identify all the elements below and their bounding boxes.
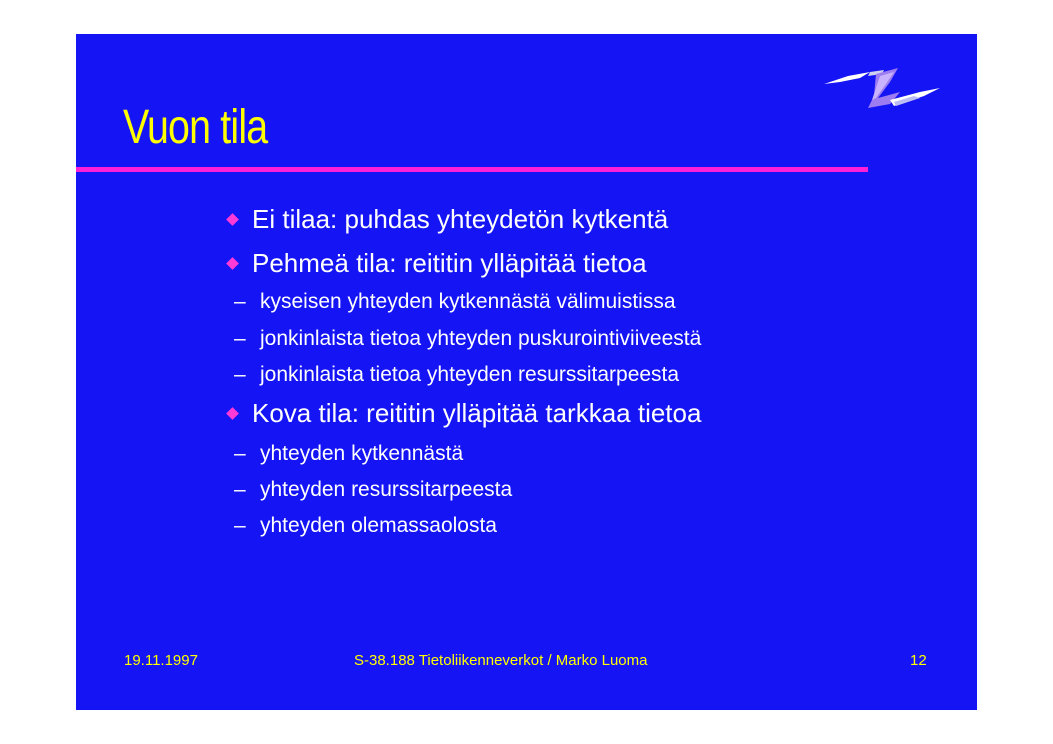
list-item-text: Kova tila: reititin ylläpitää tarkkaa tietoa [252,398,702,428]
dash-marker: – [234,290,246,313]
sub-list-item [234,326,701,352]
sub-list-item-text: jonkinlaista tietoa yhteyden resurssitarpeesta [260,363,680,386]
slide [76,34,977,710]
list-item [222,247,647,279]
slide-title: Vuon tila [123,101,268,154]
sub-list-item-text: yhteyden olemassaolosta [260,514,497,537]
footer-date: 19.11.1997 [124,652,198,669]
sub-list-item-text: yhteyden resurssitarpeesta [260,478,513,501]
dash-marker: – [234,478,246,501]
sub-list-item [234,477,512,503]
sub-list-item [234,441,463,467]
diamond-bullet-icon [226,257,239,270]
sub-list-item-text: yhteyden kytkennästä [260,442,464,465]
dash-marker: – [234,327,246,350]
footer-course: S-38.188 Tietoliikenneverkot / Marko Luoma [354,652,648,669]
dash-marker: – [234,363,246,386]
list-item [222,397,701,429]
dash-marker: – [234,514,246,537]
list-item [222,203,668,235]
diamond-bullet-icon [226,213,239,226]
sub-list-item-text: kyseisen yhteyden kytkennästä välimuistissa [260,290,676,313]
footer-page-number: 12 [910,652,927,669]
dash-marker: – [234,442,246,465]
diamond-bullet-icon [226,407,239,420]
list-item-text: Pehmeä tila: reititin ylläpitää tietoa [252,248,647,278]
sub-list-item [234,362,679,388]
sub-list-item [234,513,497,539]
list-item-text: Ei tilaa: puhdas yhteydetön kytkentä [252,204,669,234]
sub-list-item [234,289,676,315]
sub-list-item-text: jonkinlaista tietoa yhteyden puskurointiviiveestä [260,327,702,350]
bullet-list [76,34,977,710]
